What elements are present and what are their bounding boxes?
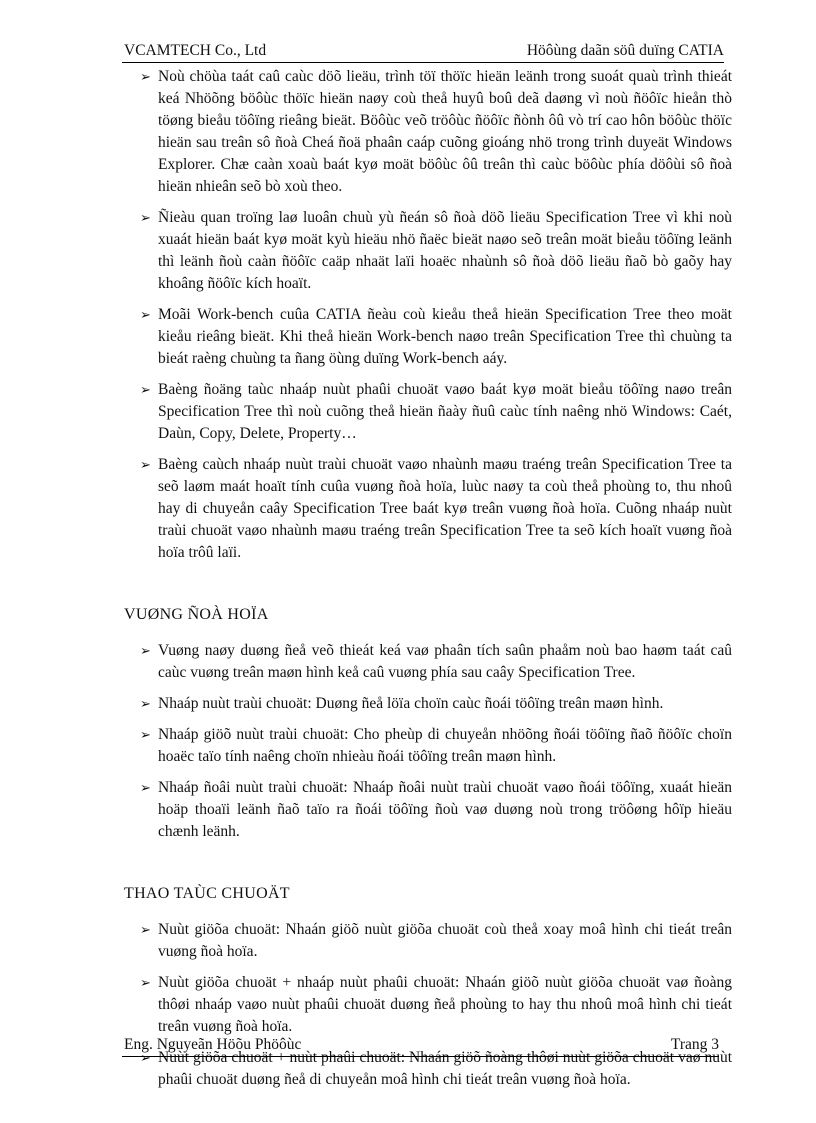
section-title-graphics: VUØNG ÑOÀ HOÏA	[124, 606, 269, 623]
arrow-bullet-icon: ➢	[140, 780, 151, 795]
page-content	[122, 66, 732, 1100]
arrow-bullet-icon: ➢	[140, 382, 151, 397]
list-item: ➢ Noù chöùa taát caû caùc döõ lieäu, trình töï thöïc hieän leänh trong suoát quaù trình thieát keá Nhöõng böôùc thöïc hieän naøy coù theå huyû boû deã daøng vì noù ñöôïc hieån thò töøng bieåu töôïng rieâng bieät. Böôùc veõ tröôùc ñöôïc ñònh ôû vò trí cao hôn böôùc thöïc hieän sau treân sô ñoà Cheá ñoä phaân caáp cuõng gioáng nhö trong trình duyeät Windows Explorer. Chæ caàn xoaù baát kyø moät böôùc ôû treân thì caùc böôùc phía döôùi sô ñoà hieän nhieân seõ bò xoù theo.	[140, 68, 732, 195]
arrow-bullet-icon: ➢	[140, 210, 151, 225]
list-item: ➢ Vuøng naøy duøng ñeå veõ thieát keá vaø phaân tích saûn phaåm noù bao haøm taát caû caùc vuøng treân maøn hình keå caû vuøng phía sau caây Specification Tree.	[140, 642, 732, 681]
intro-list	[122, 66, 732, 564]
arrow-bullet-icon: ➢	[140, 696, 151, 711]
list-item: ➢ Nhaáp giöõ nuùt traùi chuoät: Cho pheùp di chuyeån nhöõng ñoái töôïng ñaõ ñöôïc choïn hoaëc taïo tính naêng choïn nhieàu ñoái töôïng treân maøn hình.	[140, 726, 732, 765]
page-header	[122, 40, 724, 63]
list-item: ➢ Nuùt giöõa chuoät + nuùt phaûi chuoät: Nhaán giöõ ñoàng thôøi nuùt giöõa chuoät vaø nuùt phaûi chuoät duøng ñeå di chuyeån moâ hình chi tieát treân vuøng ñoà hoïa.	[140, 1049, 732, 1088]
list-item: ➢ Baèng caùch nhaáp nuùt traùi chuoät vaøo nhaùnh maøu traéng treân Specification Tree ta seõ laøm maát hoaït tính cuûa vuøng ñoà hoïa, luùc naøy ta coù theå phoùng to, thu nhoû hay di chuyeån caây Specification Tree baát kyø treân vuøng ñoà hoïa. Cuõng nhaáp nuùt traùi chuoät vaøo nhaùnh maøu traéng treân Specification Tree ta seõ kích hoaït vuøng ñoà hoïa trôû laïi.	[140, 456, 732, 561]
company-name: VCAMTECH Co., Ltd	[124, 42, 267, 59]
list-item: ➢ Moãi Work-bench cuûa CATIA ñeàu coù kieåu theå hieän Specification Tree theo moät kieåu rieâng bieät. Khi theå hieän Work-bench naøo treân Specification Tree thì chuùng ta bieát raèng chuùng ta ñang öùng duïng Work-bench aáy.	[140, 306, 732, 367]
arrow-bullet-icon: ➢	[140, 1050, 151, 1065]
list-item: ➢ Baèng ñoäng taùc nhaáp nuùt phaûi chuoät vaøo baát kyø moät bieåu töôïng naøo treân Specification Tree thì noù cuõng theå hieän ñaày ñuû caùc tính naêng nhö Windows: Caét, Daùn, Copy, Delete, Property…	[140, 381, 732, 442]
section-title-mouse: THAO TAÙC CHUOÄT	[124, 885, 290, 902]
list-item: ➢ Ñieàu quan troïng laø luoân chuù yù ñeán sô ñoà döõ lieäu Specification Tree vì khi noù xuaát hieän baát kyø moät kyù hieäu nhö ñaëc bieät naøo seõ treân moät bieåu töôïng leänh thì leänh ñoù caàn ñöôïc caäp nhaät laïi hoaëc nhaùnh sô ñoà döõ lieäu ñaõ bò gaõy hay khoâng ñöôïc kích hoaït.	[140, 209, 732, 292]
arrow-bullet-icon: ➢	[140, 457, 151, 472]
arrow-bullet-icon: ➢	[140, 643, 151, 658]
author-name: Eng. Nguyeãn Höõu Phöôùc	[124, 1036, 302, 1053]
arrow-bullet-icon: ➢	[140, 69, 151, 84]
arrow-bullet-icon: ➢	[140, 922, 151, 937]
arrow-bullet-icon: ➢	[140, 975, 151, 990]
arrow-bullet-icon: ➢	[140, 307, 151, 322]
list-item: ➢ Nhaáp nuùt traùi chuoät: Duøng ñeå löïa choïn caùc ñoái töôïng treân maøn hình.	[122, 693, 732, 715]
list-item: ➢ Nuùt giöõa chuoät: Nhaán giöõ nuùt giöõa chuoät coù theå xoay moâ hình chi tieát treân vuøng ñoà hoïa.	[140, 921, 732, 960]
page-footer	[122, 1034, 719, 1057]
arrow-bullet-icon: ➢	[140, 727, 151, 742]
graphics-list	[122, 640, 732, 843]
mouse-list	[122, 919, 732, 1091]
page-number: Trang 3	[670, 1036, 719, 1053]
list-item: ➢ Nuùt giöõa chuoät + nhaáp nuùt phaûi chuoät: Nhaán giöõ nuùt giöõa chuoät vaø ñoàng thôøi nhaáp vaøo nuùt phaûi chuoät duøng ñeå phoùng to hay thu nhoû moâ hình chi tieát treân vuøng ñoà hoïa.	[140, 974, 732, 1035]
list-item: ➢ Nhaáp ñoâi nuùt traùi chuoät: Nhaáp ñoâi nuùt traùi chuoät vaøo ñoái töôïng, xuaát hieän hoäp thoaïi leänh ñaõ taïo ra ñoái töôïng ñoù vaø duøng noù trong tröôøng hôïp hieäu chænh leänh.	[140, 779, 732, 840]
document-title: Höôùng daãn söû duïng CATIA	[526, 42, 724, 59]
